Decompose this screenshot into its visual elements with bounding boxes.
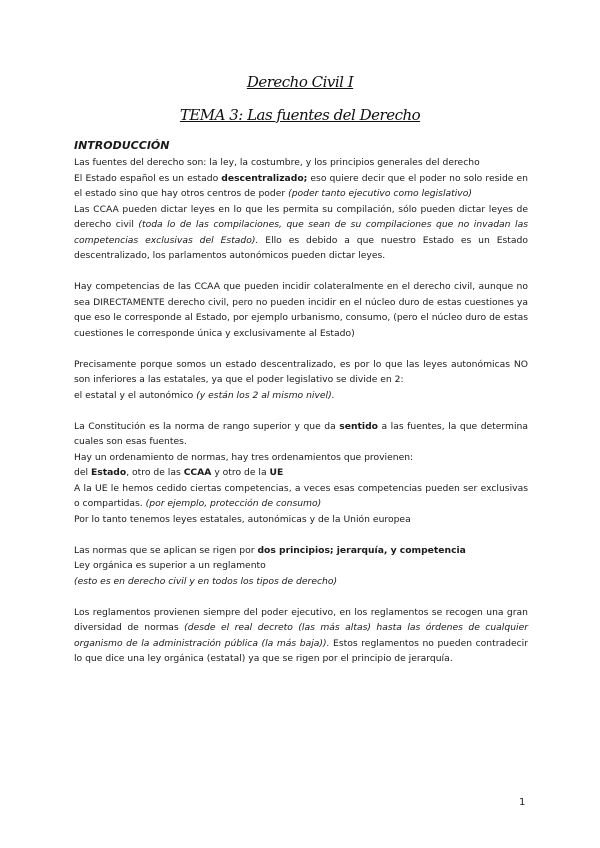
spacer	[74, 341, 528, 357]
text-run: Los reglamentos provienen siempre del poder ejecutivo, en los reglamentos se recogen una gran diversidad de normas	[74, 606, 528, 633]
bold-text: UE	[269, 467, 284, 478]
paragraph-organic-law: Ley orgánica es superior a un reglamento	[74, 560, 266, 571]
text-run: el estatal y el autonómico	[74, 389, 197, 401]
document-body	[74, 137, 528, 667]
text-run: , otro de las	[126, 467, 184, 478]
bold-text: descentralizado;	[221, 172, 308, 184]
italic-note: (y están los 2 al mismo nivel).	[196, 389, 335, 401]
paragraph-all-law-note	[74, 574, 528, 590]
paragraph-ccaa-laws	[74, 202, 528, 264]
text-run: La Constitución es la norma de rango superior y que da	[74, 420, 340, 432]
text-run: El Estado español es un estado	[74, 172, 222, 184]
paragraph-sources: Las fuentes del derecho son: la ley, la costumbre, y los principios generales del derecho	[74, 157, 480, 168]
paragraph-regulations	[74, 605, 528, 667]
spacer	[74, 527, 528, 543]
italic-note: (esto es en derecho civil y en todos los tipos de derecho)	[74, 575, 338, 587]
paragraph-state-autonomic	[74, 388, 528, 404]
text-run: Estos reglamentos no pueden contradecir lo que dice una ley orgánica (estatal) ya que se rigen por el principio de jerarquía.	[74, 637, 529, 664]
paragraph-decentralized	[74, 171, 528, 202]
paragraph-autonomic-laws: Precisamente porque somos un estado descentralizado, es por lo que las leyes autonómicas NO son inferiores a las estatales, ya que el poder legislativo se divide en 2:	[74, 358, 528, 385]
paragraph-constitution	[74, 419, 528, 450]
paragraph-ccaa-competences: Hay competencias de las CCAA que pueden incidir colateralmente en el derecho civil, aunque no sea DIRECTAMENTE derecho civil, pero no pueden incidir en el núcleo duro de estas cuestiones ya que eso le corresponde al Estado, por ejemplo urbanismo, consumo, (pero el núcleo duro de estas cuestiones le corresponde única y exclusivamente al Estado)	[74, 281, 528, 339]
italic-note: (poder tanto ejecutivo como legislativo)	[288, 188, 472, 199]
italic-note: (toda lo de las compilaciones, que sean de su compilaciones que no invadan las competencias exclusivas del Estado).	[74, 219, 528, 246]
spacer	[74, 403, 528, 419]
bold-text: dos principios; jerarquía, y competencia	[257, 544, 466, 556]
paragraph-ordering: Hay un ordenamiento de normas, hay tres ordenamientos que provienen:	[74, 451, 414, 463]
text-run: A la UE le hemos cedido ciertas competencias, a veces esas competencias pueden ser exclusivas o compartidas.	[74, 482, 528, 509]
text-run: a las fuentes, la que determina cuales son esas fuentes.	[74, 420, 529, 447]
text-run: eso quiere decir que el poder no solo reside en el estado sino que hay otros centros de poder	[74, 172, 528, 199]
italic-note: (por ejemplo, protección de consumo)	[145, 498, 322, 509]
text-run: Las CCAA pueden dictar leyes en lo que les permita su compilación, sólo pueden dictar leyes de derecho civil	[74, 203, 528, 230]
bold-text: CCAA	[183, 467, 212, 478]
paragraph-laws-summary: Por lo tanto tenemos leyes estatales, autonómicas y de la Unión europea	[74, 513, 411, 525]
page-number: 1	[519, 797, 526, 808]
spacer	[74, 589, 528, 605]
paragraph-three-orders	[74, 465, 528, 481]
bold-text: Estado	[90, 467, 127, 478]
text-run: Las normas que se aplican se rigen por	[74, 544, 258, 556]
italic-note: (desde el real decreto (las más altas) hasta las órdenes de cualquier organismo de la administración pública (la más baja)).	[74, 622, 528, 649]
paragraph-eu	[74, 481, 528, 512]
bold-text: sentido	[339, 420, 378, 432]
paragraph-principles	[74, 543, 528, 559]
text-run: del	[74, 467, 91, 478]
section-heading: INTRODUCCIÓN	[74, 139, 170, 152]
course-title: Derecho Civil I	[246, 73, 354, 91]
topic-title: TEMA 3: Las fuentes del Derecho	[179, 106, 421, 124]
spacer	[74, 264, 528, 280]
text-run: Ello es debido a que nuestro Estado es un Estado descentralizado, los parlamentos autonómicos pueden dictar leyes.	[74, 234, 528, 261]
text-run: y otro de la	[211, 467, 270, 478]
